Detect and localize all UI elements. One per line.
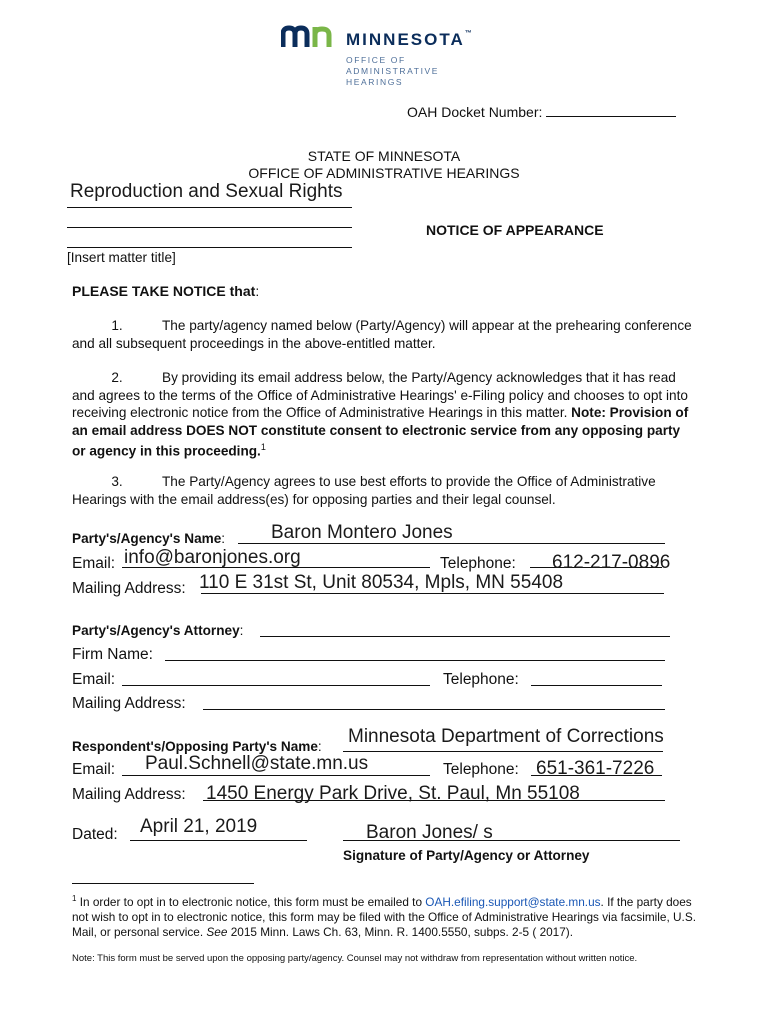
paragraph-3: 3. The Party/Agency agrees to use best efforts to provide the Office of Administrative Hearings with the email address(es) for opposing parties and their legal counsel. xyxy=(72,474,656,507)
matter-title-line-1 xyxy=(67,207,352,208)
matter-title-value: Reproduction and Sexual Rights xyxy=(70,181,343,202)
respondent-email-value: Paul.Schnell@state.mn.us xyxy=(145,753,369,774)
footnote: $^1$ In order to opt in to electronic notice, this form must be emailed to OAH.efiling.support@state.mn.us. If the party does not wish to opt in to electronic notice, this form may be filed with the Office of Administrative Hearings via facsimile, U.S. Mail, or personal service. See 2015 Minn. Laws Ch. 63, Minn. R. 1400.5550, subps. 2-5 ( 2017). xyxy=(72,894,696,939)
minnesota-logo-mark-icon xyxy=(281,25,339,49)
matter-title-line-2 xyxy=(67,227,352,228)
attorney-email-line xyxy=(122,685,430,686)
attorney-phone-label: Telephone: xyxy=(443,671,519,688)
matter-title-line-3 xyxy=(67,247,352,248)
party-name-value: Baron Montero Jones xyxy=(271,522,453,543)
party-address-value: 110 E 31st St, Unit 80534, Mpls, MN 55408 xyxy=(199,572,564,593)
footnote-divider xyxy=(72,883,254,884)
please-take-notice: PLEASE TAKE NOTICE that: xyxy=(72,283,260,299)
paragraph-1: 1. The party/agency named below (Party/Agency) will appear at the prehearing conference and all subsequent proceedings in the above-entitled matter. xyxy=(72,318,692,351)
respondent-name-line xyxy=(343,751,663,752)
respondent-phone-label: Telephone: xyxy=(443,761,519,778)
document-header: STATE OF MINNESOTA OFFICE OF ADMINISTRATIVE HEARINGS xyxy=(248,148,520,181)
respondent-email-label: Email: xyxy=(72,761,116,778)
paragraph-2: 2. By providing its email address below, the Party/Agency acknowledges that it has read and agrees to the terms of the Office of Administrative Hearings' e-Filing policy and chooses to opt into receiving electronic notice from the Office of Administrative Hearings in this matter. Note: Provision of an email address DOES NOT constitute consent to electronic service from any opposing party or agency in this proceeding.$^1$ xyxy=(72,370,689,459)
notice-title: NOTICE OF APPEARANCE xyxy=(426,222,604,238)
attorney-address-label: Mailing Address: xyxy=(72,695,186,712)
dated-label: Dated: xyxy=(72,826,118,843)
party-phone-value: 612-217-0896 xyxy=(552,552,671,573)
respondent-email-line xyxy=(122,775,430,776)
logo-wordmark: MINNESOTA™ xyxy=(346,30,472,49)
respondent-name-value: Minnesota Department of Corrections xyxy=(348,726,664,747)
attorney-label: Party's/Agency's Attorney: xyxy=(72,623,244,638)
firm-name-line xyxy=(165,660,665,661)
docket-number-field: OAH Docket Number: xyxy=(407,104,676,120)
respondent-phone-value: 651-361-7226 xyxy=(536,758,655,779)
party-email-label: Email: xyxy=(72,555,116,572)
logo-subtitle: OFFICE OF ADMINISTRATIVE HEARINGS xyxy=(346,55,440,87)
bottom-note: Note: This form must be served upon the opposing party/agency. Counsel may not withdraw from representation without written notice. xyxy=(72,953,638,964)
dated-value: April 21, 2019 xyxy=(140,816,258,837)
attorney-address-line xyxy=(203,709,665,710)
signature-value: Baron Jones/ s xyxy=(366,822,493,843)
attorney-email-label: Email: xyxy=(72,671,116,688)
respondent-name-label: Respondent's/Opposing Party's Name: xyxy=(72,739,322,754)
signature-label: Signature of Party/Agency or Attorney xyxy=(343,848,590,863)
efiling-email-link[interactable]: OAH.efiling.support@state.mn.us xyxy=(425,894,601,909)
party-address-label: Mailing Address: xyxy=(72,580,186,597)
email-consent-note: Note: Provision of an email address DOES NOT constitute consent to electronic service from any opposing party or agency in this proceeding. xyxy=(72,405,689,459)
attorney-line xyxy=(260,636,670,637)
firm-name-label: Firm Name: xyxy=(72,646,153,663)
respondent-address-value: 1450 Energy Park Drive, St. Paul, Mn 55108 xyxy=(206,783,580,804)
party-name-label: Party's/Agency's Name: xyxy=(72,531,226,546)
respondent-address-label: Mailing Address: xyxy=(72,786,186,803)
matter-title-hint: [Insert matter title] xyxy=(67,250,176,265)
party-email-value: info@baronjones.org xyxy=(124,547,301,568)
dated-line xyxy=(130,840,307,841)
attorney-phone-line xyxy=(531,685,662,686)
party-phone-label: Telephone: xyxy=(440,555,516,572)
